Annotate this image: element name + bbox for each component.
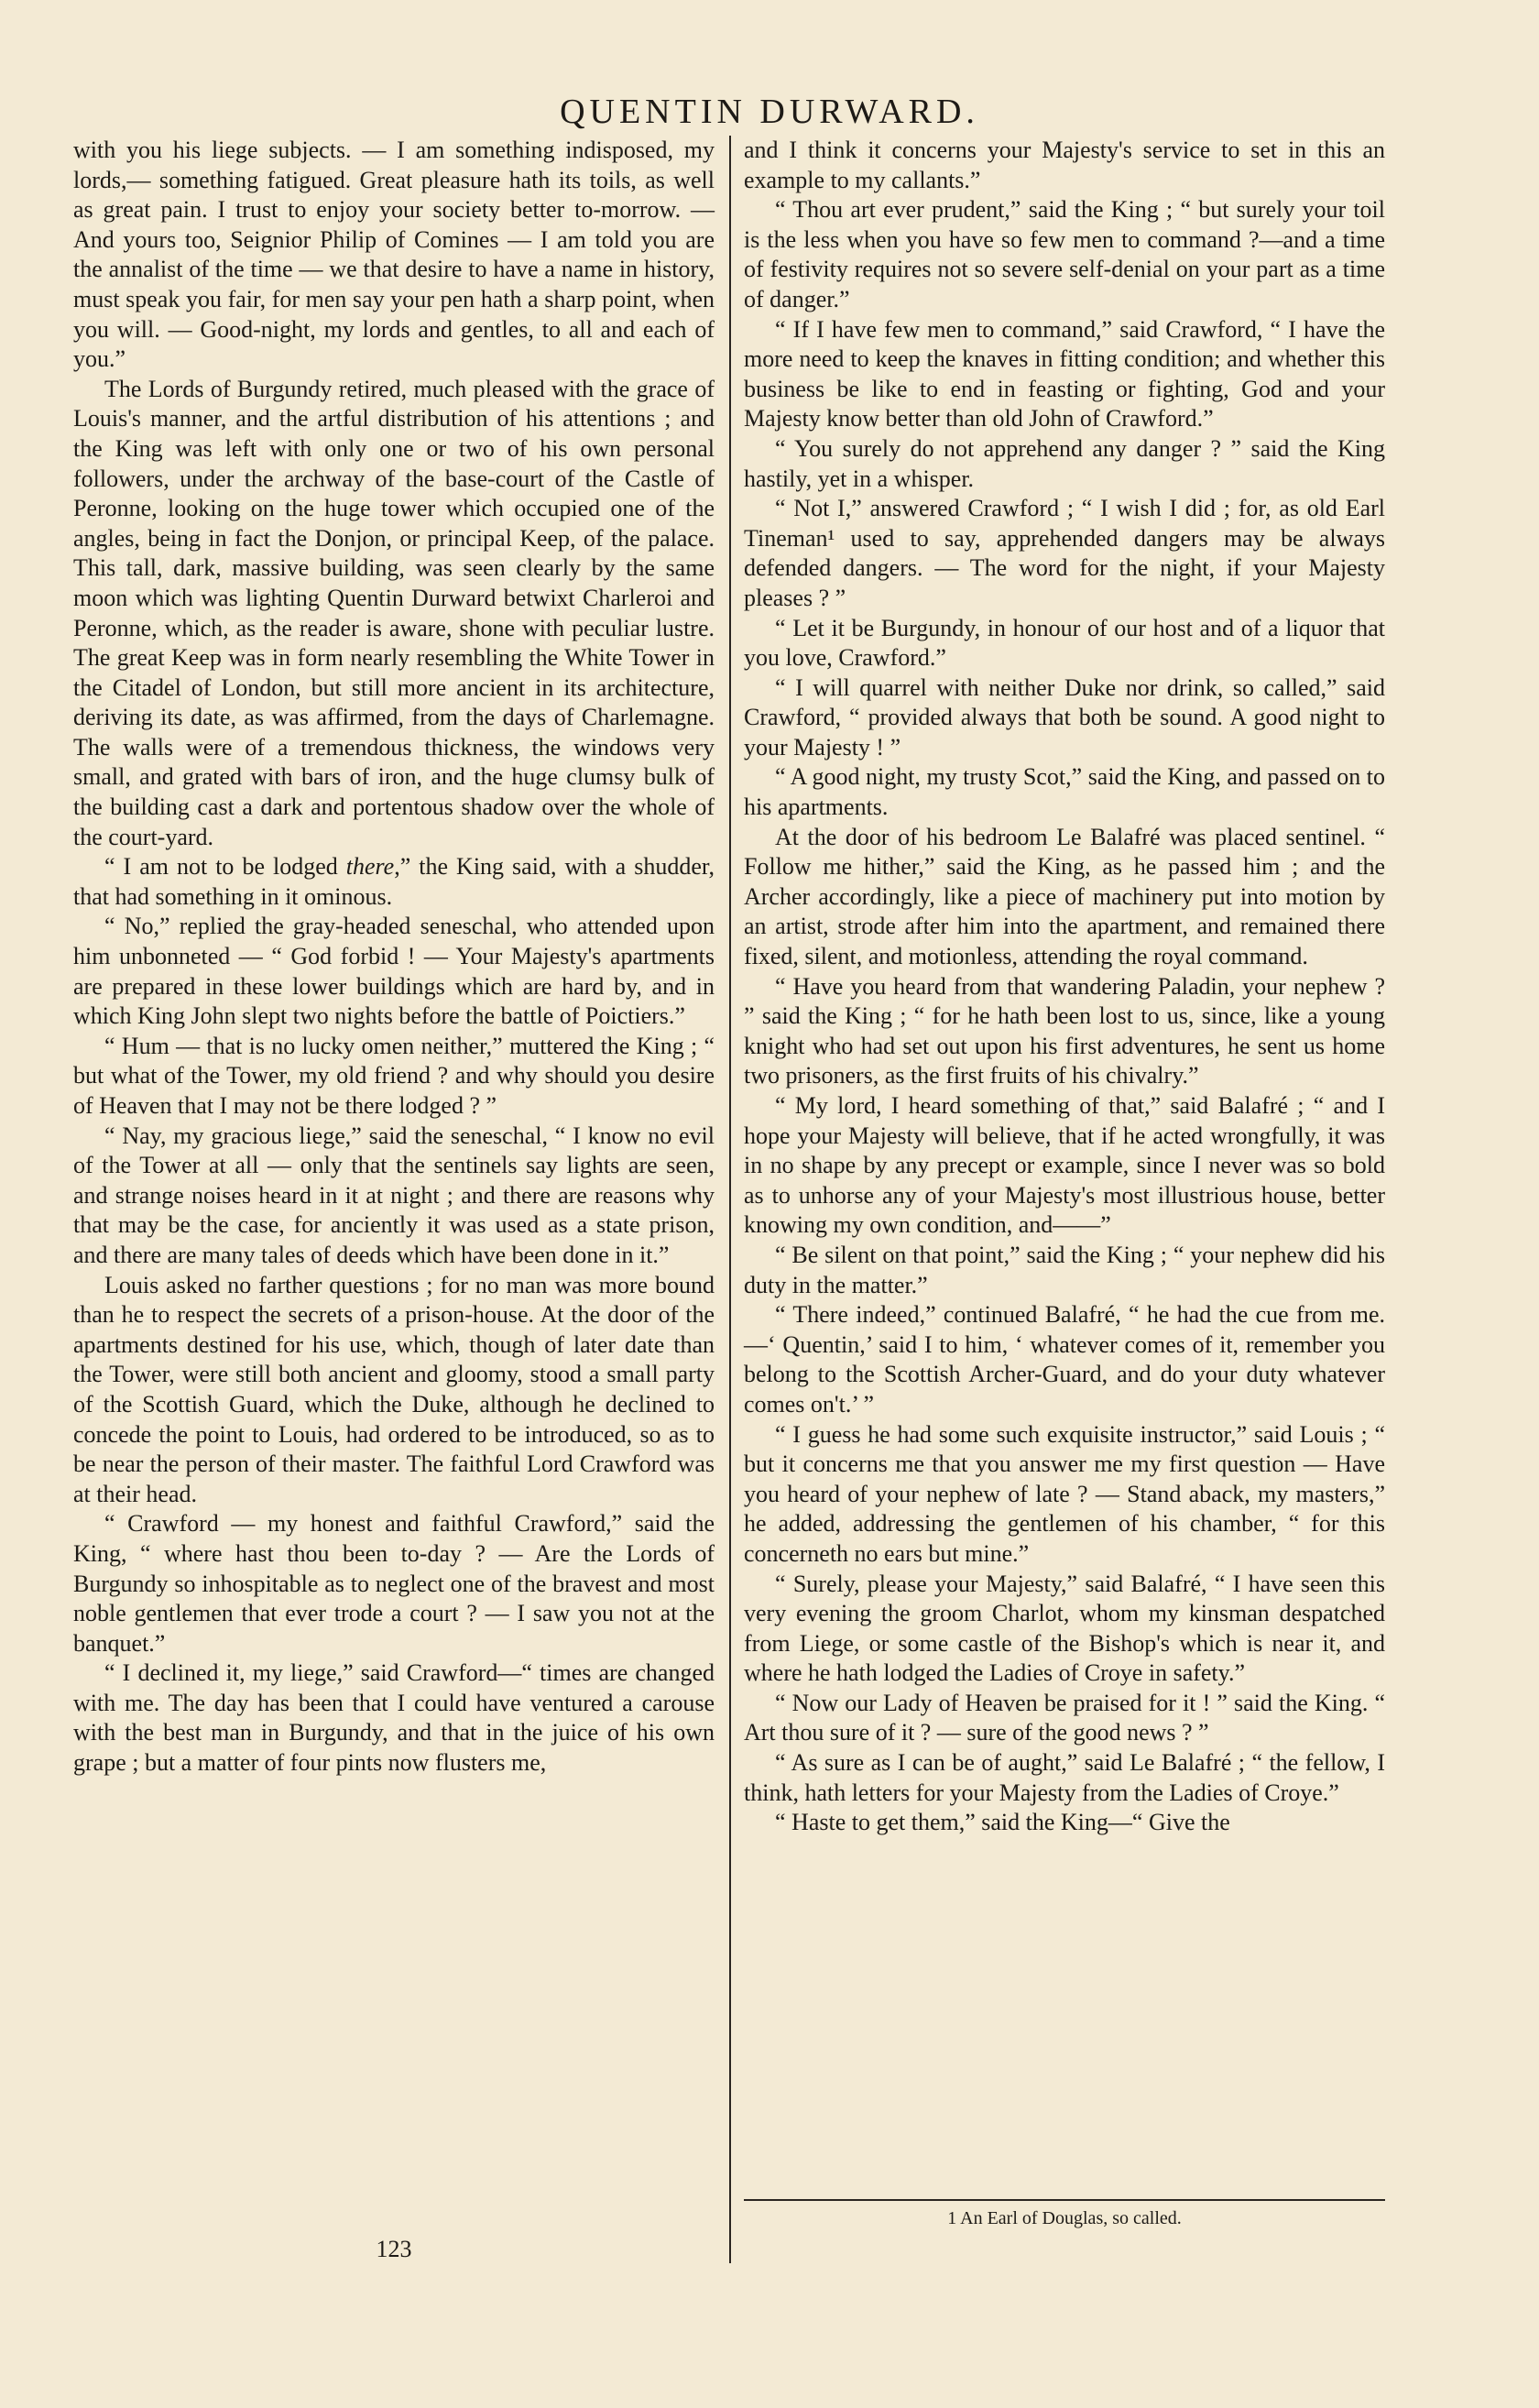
paragraph: “ There indeed,” continued Balafré, “ he had the cue from me.—‘ Quentin,’ said I to him, ‘ whatever comes of it, remember you belong to the Scottish Archer-Guard, and do your duty whatever comes on't.’ ” <box>744 1301 1385 1417</box>
footnote: 1 An Earl of Douglas, so called. <box>947 2208 1182 2228</box>
footnote-rule <box>744 2199 1385 2201</box>
right-column <box>744 136 1385 1838</box>
paragraph: “ Thou art ever prudent,” said the King ; “ but surely your toil is the less when you have so few men to command ?—and a time of festivity requires not so severe self-denial on your part as a time of danger.” <box>744 196 1385 312</box>
paragraph: “ Nay, my gracious liege,” said the seneschal, “ I know no evil of the Tower at all — only that the sentinels say lights are seen, and strange noises heard in it at night ; and there are reasons why that may be the case, for anciently it was used as a state prison, and there are many tales of deeds which have been done in it.” <box>73 1122 715 1268</box>
paragraph: The Lords of Burgundy retired, much pleased with the grace of Louis's manner, and the artful distribution of his attentions ; and the King was left with only one or two of his own personal followers, under the archway of the base-court of the Castle of Peronne, looking on the huge tower which occupied one of the angles, being in fact the Donjon, or principal Keep, of the palace. This tall, dark, massive building, was seen clearly by the same moon which was lighting Quentin Durward betwixt Charleroi and Peronne, which, as the reader is aware, shone with peculiar lustre. The great Keep was in form nearly resembling the White Tower in the Citadel of London, but still more ancient in its architecture, deriving its date, as was affirmed, from the days of Charlemagne. The walls were of a tremendous thickness, the windows very small, and grated with bars of iron, and the huge clumsy bulk of the building cast a dark and portentous shadow over the whole of the court-yard. <box>73 375 715 850</box>
paragraph: “ Crawford — my honest and faithful Crawford,” said the King, “ where hast thou been to-day ? — Are the Lords of Burgundy so inhospitable as to neglect one of the bravest and most noble gentlemen that ever trode a court ? — I saw you not at the banquet.” <box>73 1510 715 1657</box>
paragraph: “ No,” replied the gray-headed seneschal, who attended upon him unbonneted — “ God forbid ! — Your Majesty's apartments are prepared in these lower buildings which are hard by, and in which King John slept two nights before the battle of Poictiers.” <box>73 913 715 1030</box>
paragraph: “ Be silent on that point,” said the King ; “ your nephew did his duty in the matter.” <box>744 1241 1385 1298</box>
paragraph: “ Let it be Burgundy, in honour of our host and of a liquor that you love, Crawford.” <box>744 614 1385 672</box>
column-divider <box>729 136 731 2263</box>
paragraph: “ As sure as I can be of aught,” said Le Balafré ; “ the fellow, I think, hath letters for your Majesty from the Ladies of Croye.” <box>744 1749 1385 1806</box>
paragraph: “ Surely, please your Majesty,” said Balafré, “ I have seen this very evening the groom Charlot, whom my kinsman despatched from Liege, or some castle of the Bishop's which is near it, and where he hath lodged the Ladies of Croye in safety.” <box>744 1570 1385 1687</box>
paragraph: and I think it concerns your Majesty's service to set in this an example to my callants.” <box>744 137 1385 193</box>
paragraph: “ Have you heard from that wandering Paladin, your nephew ? ” said the King ; “ for he hath been lost to us, since, like a young knight who had set out upon his first adventures, he sent us home two prisoners, as the first fruits of his chivalry.” <box>744 972 1385 1089</box>
paragraph: “ You surely do not apprehend any danger ? ” said the King hastily, yet in a whisper. <box>744 434 1385 492</box>
paragraph: At the door of his bedroom Le Balafré was placed sentinel. “ Follow me hither,” said the King, as he passed him ; and the Archer accordingly, like a piece of machinery put into motion by an artist, strode after him into the apartment, and remained there fixed, silent, and motionless, attending the royal command. <box>744 823 1385 970</box>
page-number: 123 <box>376 2236 412 2262</box>
paragraph: “ My lord, I heard something of that,” said Balafré ; “ and I hope your Majesty will believe, that if he acted wrongfully, it was in no shape by any precept or example, since I never was so bold as to unhorse any of your Majesty's most illustrious house, better knowing my own condition, and——” <box>744 1092 1385 1239</box>
paragraph: “ A good night, my trusty Scot,” said the King, and passed on to his apartments. <box>744 763 1385 821</box>
paragraph: with you his liege subjects. — I am something indisposed, my lords,— something fatigued. Great pleasure hath its toils, as well as great pain. I trust to enjoy your society better to-morrow. — And yours too, Seignior Philip of Comines — I am told you are the annalist of the time — we that desire to have a name in history, must speak you fair, for men say your pen hath a sharp point, when you will. — Good-night, my lords and gentles, to all and each of you.” <box>73 137 715 373</box>
paragraph: “ Haste to get them,” said the King—“ Give the <box>775 1809 1230 1836</box>
paragraph: Louis asked no farther questions ; for no man was more bound than he to respect the secrets of a prison-house. At the door of the apartments destined for his use, which, though of later date than the Tower, were still both ancient and gloomy, stood a small party of the Scottish Guard, which the Duke, although he declined to concede the point to Louis, had ordered to be introduced, so as to be near the person of their master. The faithful Lord Crawford was at their head. <box>73 1271 715 1507</box>
paragraph: “ Hum — that is no lucky omen neither,” muttered the King ; “ but what of the Tower, my old friend ? and why should you desire of Heaven that I may not be there lodged ? ” <box>73 1032 715 1119</box>
running-header: QUENTIN DURWARD. <box>560 93 979 131</box>
paragraph: “ Now our Lady of Heaven be praised for it ! ” said the King. “ Art thou sure of it ? — sure of the good news ? ” <box>744 1689 1385 1746</box>
left-column <box>73 136 715 1779</box>
paragraph: “ I guess he had some such exquisite instructor,” said Louis ; “ but it concerns me that you answer me my first question — Have you heard of your nephew of late ? — Stand aback, my masters,” he added, addressing the gentlemen of his chamber, “ for this concerneth no ears but mine.” <box>744 1420 1385 1567</box>
paragraph: “ I declined it, my liege,” said Crawford—“ times are changed with me. The day has been that I could have ventured a carouse with the best man in Burgundy, and that in the juice of his own grape ; but a matter of four pints now flusters me, <box>73 1659 715 1777</box>
paragraph: “ I will quarrel with neither Duke nor drink, so called,” said Crawford, “ provided always that both be sound. A good night to your Majesty ! ” <box>744 673 1385 761</box>
paragraph: “ If I have few men to command,” said Crawford, “ I have the more need to keep the knaves in fitting condition; and whether this business be like to end in feasting or fighting, God and your Majesty know better than old John of Crawford.” <box>744 315 1385 432</box>
paragraph: “ Not I,” answered Crawford ; “ I wish I did ; for, as old Earl Tineman¹ used to say, apprehended dangers may be always defended dangers. — The word for the night, if your Majesty pleases ? ” <box>744 495 1385 611</box>
emphasis: there <box>345 853 395 881</box>
paragraph: “ I am not to be lodged there,” the King said, with a shudder, that had something in it ominous. <box>73 853 715 910</box>
